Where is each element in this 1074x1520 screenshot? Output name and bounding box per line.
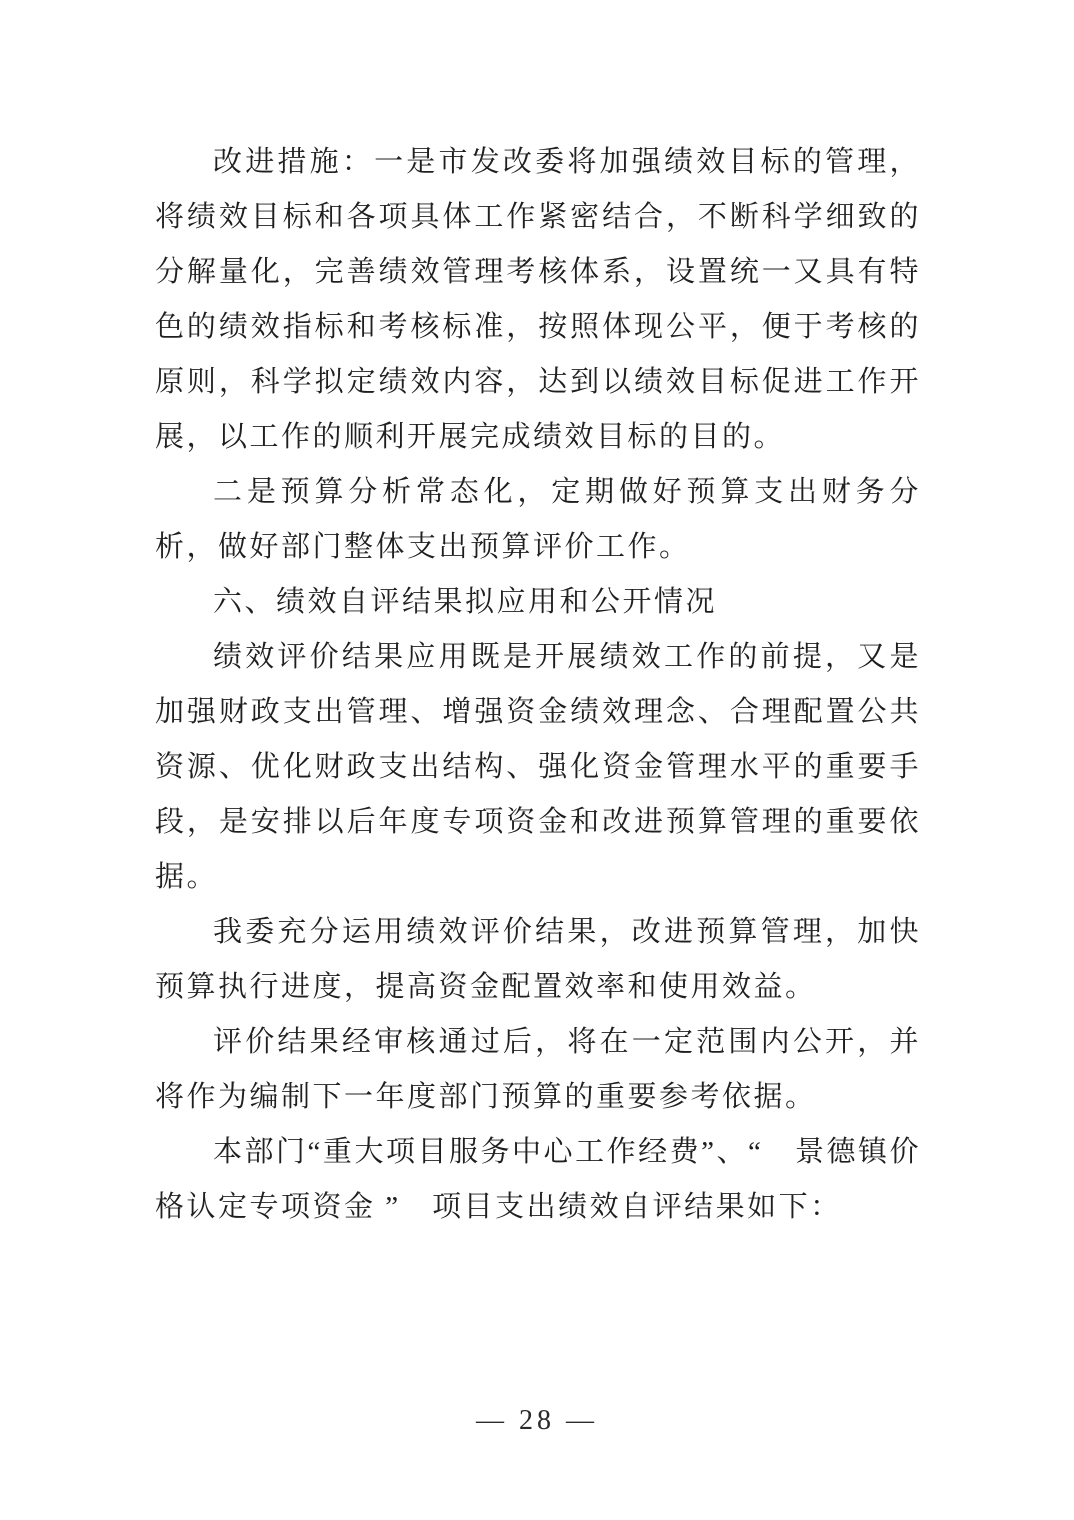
paragraph-result-usage: 我委充分运用绩效评价结果，改进预算管理，加快预算执行进度，提高资金配置效率和使用效益。 (155, 916, 921, 1003)
paragraph-budget-analysis: 二是预算分析常态化，定期做好预算支出财务分析，做好部门整体支出预算评价工作。 (155, 476, 921, 563)
document-body (155, 135, 921, 1235)
paragraph-project-self-evaluation: 本部门“重大项目服务中心工作经费”、“ 景德镇价格认定专项资金 ” 项目支出绩效自评结果如下： (155, 1136, 921, 1223)
paragraph-result-publicity: 评价结果经审核通过后，将在一定范围内公开，并将作为编制下一年度部门预算的重要参考依据。 (155, 1026, 921, 1113)
section-heading-six: 六、绩效自评结果拟应用和公开情况 (213, 586, 718, 618)
paragraph-result-application: 绩效评价结果应用既是开展绩效工作的前提，又是加强财政支出管理、增强资金绩效理念、合理配置公共资源、优化财政支出结构、强化资金管理水平的重要手段，是安排以后年度专项资金和改进预算管理的重要依据。 (155, 641, 921, 893)
paragraph-improvement-measures: 改进措施：一是市发改委将加强绩效目标的管理，将绩效目标和各项具体工作紧密结合，不断科学细致的分解量化，完善绩效管理考核体系，设置统一又具有特色的绩效指标和考核标准，按照体现公平，便于考核的原则，科学拟定绩效内容，达到以绩效目标促进工作开展，以工作的顺利开展完成绩效目标的目的。 (155, 146, 921, 453)
page-number: — 28 — (476, 1405, 598, 1436)
